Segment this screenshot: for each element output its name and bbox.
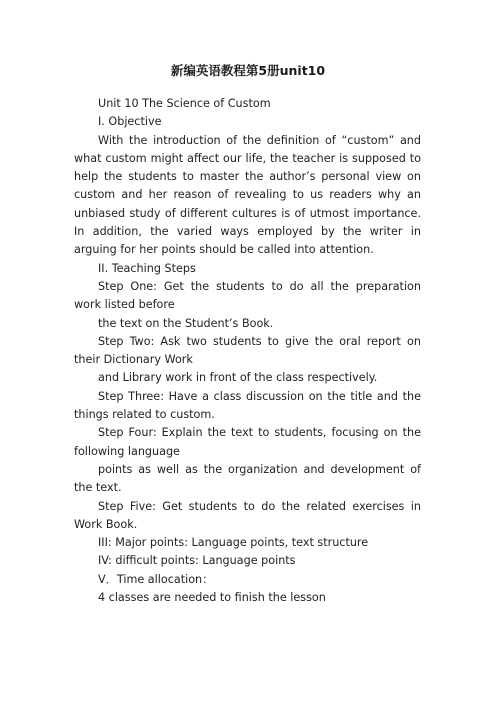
step-one-line: Step One: Get the students to do all the preparation work listed before [74,279,421,312]
time-allocation-line: 4 classes are needed to finish the lesson [98,591,326,605]
step-one-continuation: the text on the Student’s Book. [98,316,274,330]
time-allocation-heading: V．Time allocation： [98,572,214,586]
step-three-line: Step Three: Have a class discussion on the title and the things related to custom. [74,389,421,422]
document-body [74,95,421,607]
major-points-line: III: Major points: Language points, text structure [98,536,369,550]
step-five-line: Step Five: Get students to do the related exercises in Work Book. [74,499,421,531]
difficult-points-line: IV: difficult points: Language points [98,554,296,568]
section-heading-objective: I. Objective [98,115,162,129]
section-heading-teaching-steps: II. Teaching Steps [98,261,196,275]
unit-heading: Unit 10 The Science of Custom [98,97,271,110]
step-two-continuation: and Library work in front of the class respectively. [98,371,378,385]
document-title: 新编英语教程第5册unit10 [170,63,326,78]
step-two-line: Step Two: Ask two students to give the oral report on their Dictionary Work [74,334,421,367]
objective-paragraph: With the introduction of the definition of “custom” and what custom might affect our life, the teacher is supposed to help the students to master the author’s personal view on custom and her reason of revealing to us readers why an unbiased study of different cultures is of utmost importance. In addition, the varied ways employed by the writer in arguing for her points should be called into attention. [74,133,421,257]
step-four-continuation: points as well as the organization and development of the text. [74,462,421,495]
step-four-line: Step Four: Explain the text to students, focusing on the following language [74,426,421,458]
